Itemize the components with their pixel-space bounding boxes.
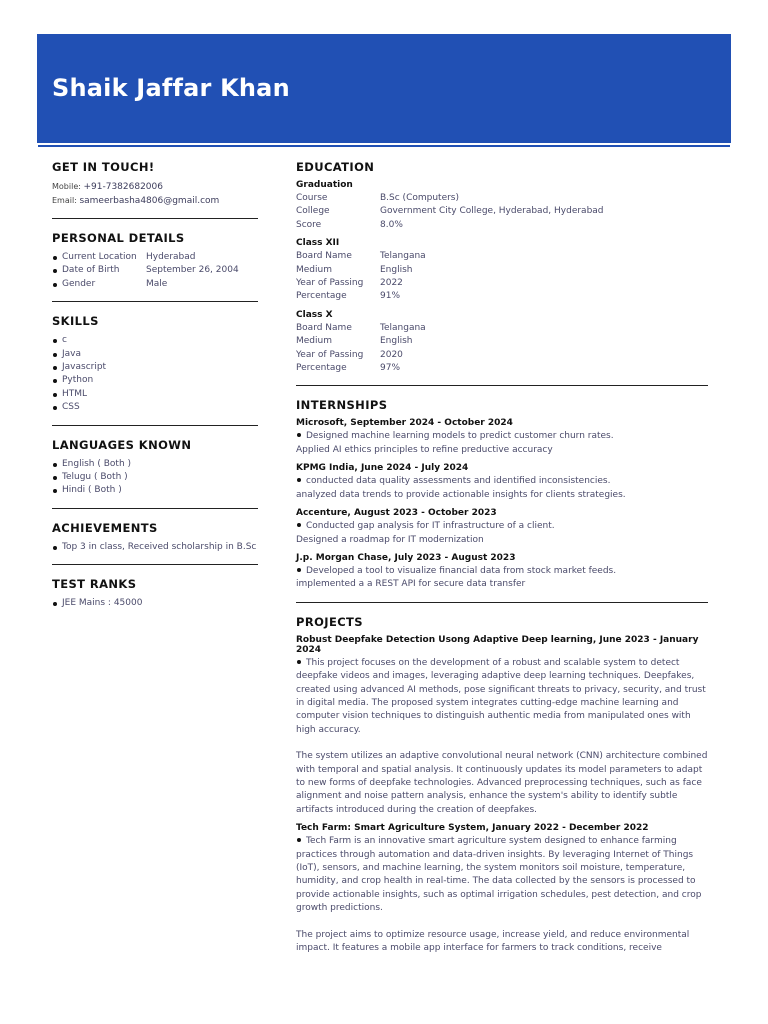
edu-value: 97%	[380, 363, 401, 374]
class-x-title: Class X	[296, 309, 333, 320]
internship-line	[296, 565, 708, 578]
email-label: Email:	[52, 196, 77, 205]
divider	[52, 508, 258, 509]
contact-mobile	[52, 180, 258, 194]
language-item: English ( Both )	[52, 458, 258, 471]
edu-row	[296, 277, 708, 290]
language-item: Hindi ( Both )	[52, 484, 258, 497]
divider	[52, 301, 258, 302]
project-paragraph	[296, 835, 708, 915]
project-text: This project focuses on the development of a robust and scalable system to detect deepfake videos and images, leveraging adaptive deep learning techniques. Deepfakes, created using advanced AI methods, pose significant threats to privacy, security, and trust in digital media. The proposed system integrates cutting-edge machine learning and computer vision techniques to distinguish authentic media from manipulated ones with high accuracy.	[296, 657, 706, 735]
internship-text: Designed machine learning models to predict customer churn rates.	[306, 431, 614, 442]
edu-value: B.Sc (Computers)	[380, 193, 460, 203]
edu-key: Board Name	[296, 251, 352, 262]
project-text: Tech Farm is an innovative smart agriculture system designed to enhance farming practices through automation and data-driven insights. By leveraging Internet of Things (IoT), sensors, and machine learning, the system monitors soil moisture, temperature, humidity, and crop health in real-time. The data collected by the sensors is processed to provide actionable insights, such as optimal irrigation schedules, pest detection, and crop growth predictions.	[296, 836, 702, 914]
project-paragraph: The system utilizes an adaptive convolutional neural network (CNN) architecture combined with temporal and spatial analysis. It continuously updates its model parameters to adapt to new forms of deepfake technologies. Advanced preprocessing techniques, such as face alignment and noise pattern analysis, enhance the system's ability to identify subtle artifacts introduced during the creation of deepfakes.	[296, 751, 708, 815]
edu-value: Telangana	[380, 251, 426, 262]
personal-title: PERSONAL DETAILS	[52, 231, 185, 245]
header-banner	[37, 34, 731, 145]
bullet-icon	[297, 478, 301, 482]
edu-value: 2020	[380, 349, 403, 360]
edu-row	[296, 335, 708, 348]
internship-line: Designed a roadmap for IT modernization	[296, 534, 484, 545]
internship-text: Conducted gap analysis for IT infrastructure of a client.	[306, 521, 555, 532]
edu-row	[296, 219, 708, 232]
bullet-icon	[297, 523, 301, 527]
edu-row	[296, 192, 708, 205]
edu-value: 2022	[380, 278, 403, 289]
contact-email	[52, 194, 258, 208]
edu-key: Percentage	[296, 291, 347, 302]
mobile-value: +91-7382682006	[83, 182, 163, 192]
projects-title: PROJECTS	[296, 614, 363, 629]
edu-key: Year of Passing	[296, 349, 364, 360]
skill-item: Python	[52, 374, 258, 387]
internship-line	[296, 520, 708, 533]
edu-row	[296, 349, 708, 362]
internship-line: implemented a a REST API for secure data transfer	[296, 579, 526, 590]
left-column	[52, 160, 258, 611]
edu-value: Telangana	[380, 322, 426, 333]
edu-key: Score	[296, 219, 322, 230]
project-title: Robust Deepfake Detection Usong Adaptive Deep learning, June 2023 - January 2024	[296, 634, 699, 655]
internship-line	[296, 475, 708, 488]
edu-key: Board Name	[296, 322, 352, 333]
personal-list	[52, 251, 258, 291]
class-xii-title: Class XII	[296, 238, 340, 249]
edu-key: Medium	[296, 264, 332, 275]
skill-item: Javascript	[52, 361, 258, 374]
skills-list	[52, 334, 258, 414]
internship-line: Applied AI ethics principles to refine preductive accuracy	[296, 444, 553, 455]
graduation-title: Graduation	[296, 180, 353, 190]
personal-label: Date of Birth	[62, 265, 120, 276]
test-rank-item: JEE Mains : 45000	[52, 597, 258, 610]
edu-key: Medium	[296, 336, 332, 347]
skill-item: Java	[52, 348, 258, 361]
bullet-icon	[297, 660, 301, 664]
personal-label: Gender	[62, 278, 96, 289]
edu-key: College	[296, 206, 330, 217]
skills-title: SKILLS	[52, 314, 99, 329]
edu-row	[296, 362, 708, 375]
bullet-icon	[297, 433, 301, 437]
edu-row	[296, 290, 708, 303]
personal-value: September 26, 2004	[146, 265, 239, 276]
edu-row	[296, 264, 708, 277]
skill-item: c	[52, 334, 258, 347]
edu-value: 91%	[380, 291, 401, 302]
internship-title: Microsoft, September 2024 - October 2024	[296, 418, 513, 429]
list-item	[52, 278, 258, 291]
achievements-title: ACHIEVEMENTS	[52, 520, 158, 535]
achievement-item: Top 3 in class, Received scholarship in B.Sc	[52, 541, 258, 554]
list-item	[52, 251, 258, 264]
languages-title: LANGUAGES KNOWN	[52, 437, 192, 452]
edu-value: English	[380, 336, 413, 347]
mobile-label: Mobile:	[52, 182, 81, 191]
language-item: Telugu ( Both )	[52, 471, 258, 484]
internship-line: analyzed data trends to provide actionable insights for clients strategies.	[296, 489, 626, 500]
test-ranks-list	[52, 597, 258, 610]
internship-text: conducted data quality assessments and identified inconsistencies.	[306, 476, 611, 487]
email-value[interactable]: sameerbasha4806@gmail.com	[79, 196, 220, 206]
test-ranks-title: TEST RANKS	[52, 577, 137, 592]
edu-key: Year of Passing	[296, 278, 364, 289]
internship-line	[296, 430, 708, 443]
edu-row	[296, 322, 708, 335]
internship-title: KPMG India, June 2024 - July 2024	[296, 463, 469, 474]
divider	[296, 385, 708, 386]
internship-title: Accenture, August 2023 - October 2023	[296, 508, 497, 519]
edu-row	[296, 205, 708, 218]
personal-label: Current Location	[62, 252, 137, 262]
internships-title: INTERNSHIPS	[296, 398, 388, 413]
edu-key: Course	[296, 193, 328, 203]
project-paragraph: The project aims to optimize resource usage, increase yield, and reduce environmental impact. It features a mobile app interface for farmers to track conditions, receive	[296, 929, 690, 954]
edu-row	[296, 250, 708, 263]
skill-item: HTML	[52, 388, 258, 401]
edu-key: Percentage	[296, 363, 347, 374]
divider	[52, 425, 258, 426]
education-title: EDUCATION	[296, 160, 375, 174]
bullet-icon	[297, 838, 301, 842]
internship-title: J.p. Morgan Chase, July 2023 - August 2023	[296, 552, 516, 563]
bullet-icon	[297, 568, 301, 572]
project-title: Tech Farm: Smart Agriculture System, January 2022 - December 2022	[296, 823, 649, 834]
project-paragraph	[296, 657, 708, 737]
divider	[52, 218, 258, 219]
paragraph-gap	[296, 737, 708, 750]
personal-value: Male	[146, 278, 168, 289]
internship-text: Developed a tool to visualize financial data from stock market feeds.	[306, 565, 617, 576]
achievements-list	[52, 541, 258, 554]
candidate-name: Shaik Jaffar Khan	[52, 74, 290, 102]
skill-item: CSS	[52, 401, 258, 414]
divider	[52, 564, 258, 565]
contact-title: GET IN TOUCH!	[52, 160, 155, 174]
edu-value: 8.0%	[380, 219, 403, 230]
list-item	[52, 264, 258, 277]
edu-value: Government City College, Hyderabad, Hyderabad	[380, 206, 604, 217]
edu-value: English	[380, 264, 413, 275]
languages-list	[52, 458, 258, 498]
personal-value: Hyderabad	[146, 252, 196, 262]
right-column	[296, 160, 708, 955]
paragraph-gap	[296, 916, 708, 929]
divider	[296, 602, 708, 603]
